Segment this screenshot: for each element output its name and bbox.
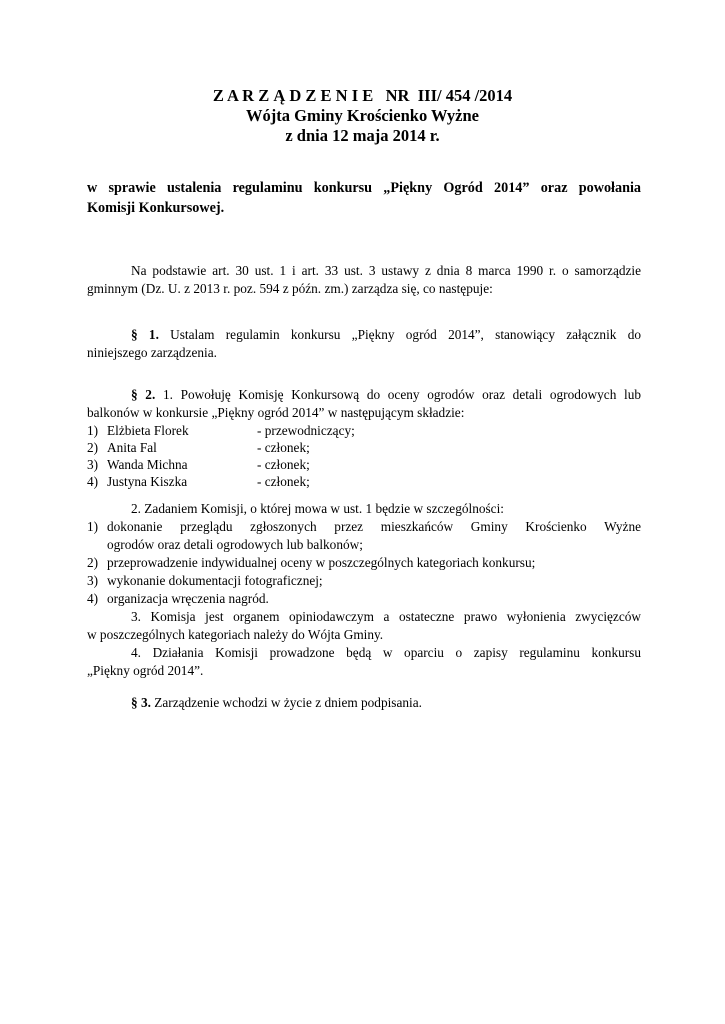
member-name: Elżbieta Florek [107, 423, 189, 438]
point-3-line-2: w poszczególnych kategoriach należy do Wójta Gminy. [87, 627, 384, 642]
paragraph-3-label: § 3. [131, 695, 151, 710]
document-header [0, 86, 725, 146]
paragraph-2-label: § 2. [131, 387, 156, 402]
paragraph-2-line-1 [87, 386, 641, 404]
committee-member [87, 439, 641, 456]
paragraph-1-line-1 [87, 326, 641, 344]
date-line: z dnia 12 maja 2014 r. [285, 126, 440, 145]
paragraph-1-text: Ustalam regulamin konkursu „Piękny ogród 2014”, stanowiący załącznik do [158, 327, 641, 342]
task-item [87, 518, 641, 554]
committee-list [87, 422, 641, 490]
member-number: 3) [87, 457, 99, 472]
member-role: - członek; [257, 474, 310, 489]
member-role: - członek; [257, 457, 310, 472]
paragraph-2-tasks [87, 500, 641, 680]
committee-member [87, 473, 641, 490]
task-text: wykonanie dokumentacji fotograficznej; [107, 573, 323, 588]
member-number: 2) [87, 440, 99, 455]
task-1-line-2: ogrodów oraz detali ogrodowych lub balkonów; [107, 537, 363, 552]
task-item [87, 590, 641, 608]
paragraph-3-text: Zarządzenie wchodzi w życie z dniem podpisania. [150, 695, 422, 710]
tasks-intro: 2. Zadaniem Komisji, o której mowa w ust. 1 będzie w szczególności: [131, 501, 504, 516]
paragraph-3 [87, 694, 641, 712]
member-role: - członek; [257, 440, 310, 455]
member-number: 4) [87, 474, 99, 489]
task-text: przeprowadzenie indywidualnej oceny w poszczególnych kategoriach konkursu; [107, 555, 536, 570]
point-3-line-1: 3. Komisja jest organem opiniodawczym a ostateczne prawo wyłonienia zwycięzców [131, 609, 641, 624]
committee-member [87, 456, 641, 473]
task-1-line-1: dokonanie przeglądu zgłoszonych przez mieszkańców Gminy Krościenko Wyżne [107, 519, 641, 534]
task-text: organizacja wręczenia nagród. [107, 591, 269, 606]
task-item [87, 554, 641, 572]
member-name: Wanda Michna [107, 457, 188, 472]
paragraph-1 [87, 326, 641, 362]
paragraph-1-line-2: niniejszego zarządzenia. [87, 345, 217, 360]
preamble [87, 262, 641, 298]
member-name: Justyna Kiszka [107, 474, 188, 489]
task-number: 1) [87, 519, 99, 534]
member-number: 1) [87, 423, 99, 438]
paragraph-2 [87, 386, 641, 490]
committee-member [87, 422, 641, 439]
paragraph-3-line [87, 694, 641, 712]
preamble-line-2: gminnym (Dz. U. z 2013 r. poz. 594 z późn. zm.) zarządza się, co następuje: [87, 281, 493, 296]
issuer-line: Wójta Gminy Krościenko Wyżne [246, 106, 479, 125]
paragraph-2-line-2: balkonów w konkursie „Piękny ogród 2014” w następującym składzie: [87, 405, 465, 420]
preamble-line-1: Na podstawie art. 30 ust. 1 i art. 33 ust. 3 ustawy z dnia 8 marca 1990 r. o samorządzie [131, 263, 641, 278]
task-number: 4) [87, 591, 99, 606]
task-item [87, 572, 641, 590]
subject-line-1: w sprawie ustalenia regulaminu konkursu „Piękny Ogród 2014” oraz powołania [87, 180, 641, 196]
document-title: Z A R Z Ą D Z E N I E NR III/ 454 /2014 [212, 86, 513, 105]
paragraph-2-text: 1. Powołuję Komisję Konkursową do oceny ogrodów oraz detali ogrodowych lub [155, 387, 641, 402]
member-role: - przewodniczący; [257, 423, 355, 438]
subject [87, 178, 641, 218]
point-4-line-2: „Piękny ogród 2014”. [87, 663, 204, 678]
task-number: 2) [87, 555, 99, 570]
point-4-line-1: 4. Działania Komisji prowadzone będą w oparciu o zapisy regulaminu konkursu [131, 645, 641, 660]
paragraph-1-label: § 1. [131, 327, 159, 342]
subject-line-2: Komisji Konkursowej. [87, 200, 225, 216]
task-number: 3) [87, 573, 99, 588]
member-name: Anita Fal [107, 440, 157, 455]
